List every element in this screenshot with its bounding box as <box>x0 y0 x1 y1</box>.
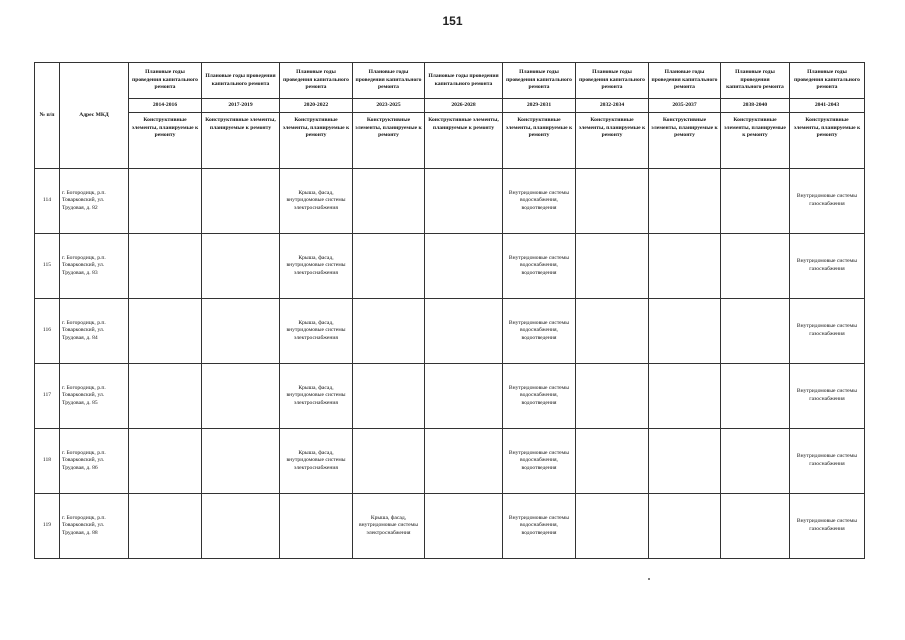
period-title-6: Плановые годы проведения капитального ремонта <box>576 63 649 99</box>
row-number: 115 <box>35 234 60 299</box>
work-cell-2041-2043: Внутридомовые системы газоснабжения <box>790 169 865 234</box>
period-years-7: 2035-2037 <box>649 99 721 113</box>
work-cell-2020-2022: Крыша, фасад, внутридомовые системы электроснабжения <box>280 169 353 234</box>
column-header-number: № п/п <box>35 63 60 169</box>
period-elements-header-9: Конструктивные элементы, планируемые к ремонту <box>790 113 865 169</box>
header-row-elements <box>35 113 865 169</box>
period-years-9: 2041-2043 <box>790 99 865 113</box>
work-cell-2038-2040 <box>721 299 790 364</box>
work-cell-2038-2040 <box>721 494 790 559</box>
work-cell-2029-2031: Внутридомовые системы водоснабжения, водоотведения <box>503 299 576 364</box>
work-cell-2014-2016 <box>129 429 202 494</box>
period-elements-header-7: Конструктивные элементы, планируемые к ремонту <box>649 113 721 169</box>
work-cell-2023-2025 <box>353 234 425 299</box>
period-elements-header-1: Конструктивные элементы, планируемые к ремонту <box>202 113 280 169</box>
work-cell-2014-2016 <box>129 494 202 559</box>
period-title-0: Плановые годы проведения капитального ремонта <box>129 63 202 99</box>
work-cell-2035-2037 <box>649 429 721 494</box>
period-title-2: Плановые годы проведения капитального ремонта <box>280 63 353 99</box>
work-cell-2023-2025: Крыша, фасад, внутридомовые системы электроснабжения <box>353 494 425 559</box>
period-elements-header-2: Конструктивные элементы, планируемые к ремонту <box>280 113 353 169</box>
period-years-8: 2038-2040 <box>721 99 790 113</box>
work-cell-2017-2019 <box>202 234 280 299</box>
period-title-4: Плановые годы проведения капитального ремонта <box>425 63 503 99</box>
work-cell-2026-2028 <box>425 169 503 234</box>
table-row <box>35 429 865 494</box>
row-address: г. Богородицк, р.п. Товарковский, ул. Трудовая, д. 86 <box>60 429 129 494</box>
work-cell-2032-2034 <box>576 429 649 494</box>
work-cell-2032-2034 <box>576 364 649 429</box>
work-cell-2029-2031: Внутридомовые системы водоснабжения, водоотведения <box>503 169 576 234</box>
header-row-titles <box>35 63 865 99</box>
table-row <box>35 299 865 364</box>
table-body <box>35 169 865 559</box>
period-elements-header-5: Конструктивные элементы, планируемые к ремонту <box>503 113 576 169</box>
period-title-8: Плановые годы проведения капитального ремонта <box>721 63 790 99</box>
table-row <box>35 234 865 299</box>
work-cell-2041-2043: Внутридомовые системы газоснабжения <box>790 299 865 364</box>
row-address: г. Богородицк, р.п. Товарковский, ул. Трудовая, д. 83 <box>60 234 129 299</box>
period-years-5: 2029-2031 <box>503 99 576 113</box>
work-cell-2029-2031: Внутридомовые системы водоснабжения, водоотведения <box>503 494 576 559</box>
period-years-4: 2026-2028 <box>425 99 503 113</box>
work-cell-2026-2028 <box>425 299 503 364</box>
row-number: 118 <box>35 429 60 494</box>
work-cell-2035-2037 <box>649 299 721 364</box>
capital-repair-table <box>34 62 865 559</box>
work-cell-2023-2025 <box>353 429 425 494</box>
work-cell-2035-2037 <box>649 169 721 234</box>
work-cell-2020-2022: Крыша, фасад, внутридомовые системы электроснабжения <box>280 299 353 364</box>
row-number: 114 <box>35 169 60 234</box>
work-cell-2023-2025 <box>353 364 425 429</box>
work-cell-2041-2043: Внутридомовые системы газоснабжения <box>790 234 865 299</box>
work-cell-2017-2019 <box>202 494 280 559</box>
work-cell-2041-2043: Внутридомовые системы газоснабжения <box>790 429 865 494</box>
period-years-6: 2032-2034 <box>576 99 649 113</box>
work-cell-2017-2019 <box>202 364 280 429</box>
work-cell-2026-2028 <box>425 364 503 429</box>
period-years-2: 2020-2022 <box>280 99 353 113</box>
work-cell-2038-2040 <box>721 364 790 429</box>
work-cell-2023-2025 <box>353 299 425 364</box>
page-number: 151 <box>442 14 463 28</box>
work-cell-2035-2037 <box>649 494 721 559</box>
column-header-address: Адрес МКД <box>60 63 129 169</box>
work-cell-2026-2028 <box>425 494 503 559</box>
work-cell-2014-2016 <box>129 364 202 429</box>
period-years-1: 2017-2019 <box>202 99 280 113</box>
work-cell-2029-2031: Внутридомовые системы водоснабжения, водоотведения <box>503 429 576 494</box>
header-row-years <box>35 99 865 113</box>
work-cell-2035-2037 <box>649 364 721 429</box>
work-cell-2041-2043: Внутридомовые системы газоснабжения <box>790 494 865 559</box>
period-title-7: Плановые годы проведения капитального ремонта <box>649 63 721 99</box>
work-cell-2020-2022 <box>280 494 353 559</box>
work-cell-2032-2034 <box>576 169 649 234</box>
work-cell-2017-2019 <box>202 169 280 234</box>
row-address: г. Богородицк, р.п. Товарковский, ул. Трудовая, д. 85 <box>60 364 129 429</box>
work-cell-2038-2040 <box>721 234 790 299</box>
work-cell-2017-2019 <box>202 429 280 494</box>
row-address: г. Богородицк, р.п. Товарковский, ул. Трудовая, д. 82 <box>60 169 129 234</box>
work-cell-2020-2022: Крыша, фасад, внутридомовые системы электроснабжения <box>280 364 353 429</box>
period-title-1: Плановые годы проведения капитального ремонта <box>202 63 280 99</box>
work-cell-2014-2016 <box>129 169 202 234</box>
work-cell-2029-2031: Внутридомовые системы водоснабжения, водоотведения <box>503 364 576 429</box>
work-cell-2041-2043: Внутридомовые системы газоснабжения <box>790 364 865 429</box>
work-cell-2020-2022: Крыша, фасад, внутридомовые системы электроснабжения <box>280 429 353 494</box>
work-cell-2032-2034 <box>576 299 649 364</box>
work-cell-2026-2028 <box>425 429 503 494</box>
work-cell-2035-2037 <box>649 234 721 299</box>
period-elements-header-6: Конструктивные элементы, планируемые к ремонту <box>576 113 649 169</box>
period-elements-header-8: Конструктивные элементы, планируемые к ремонту <box>721 113 790 169</box>
scan-speck <box>648 578 650 580</box>
work-cell-2026-2028 <box>425 234 503 299</box>
work-cell-2014-2016 <box>129 234 202 299</box>
work-cell-2023-2025 <box>353 169 425 234</box>
period-years-3: 2023-2025 <box>353 99 425 113</box>
work-cell-2029-2031: Внутридомовые системы водоснабжения, водоотведения <box>503 234 576 299</box>
row-number: 119 <box>35 494 60 559</box>
table-row <box>35 494 865 559</box>
period-title-9: Плановые годы проведения капитального ремонта <box>790 63 865 99</box>
row-number: 116 <box>35 299 60 364</box>
row-address: г. Богородицк, р.п. Товарковский, ул. Трудовая, д. 88 <box>60 494 129 559</box>
work-cell-2020-2022: Крыша, фасад, внутридомовые системы электроснабжения <box>280 234 353 299</box>
work-cell-2038-2040 <box>721 169 790 234</box>
period-title-5: Плановые годы проведения капитального ремонта <box>503 63 576 99</box>
table-row <box>35 169 865 234</box>
row-number: 117 <box>35 364 60 429</box>
work-cell-2032-2034 <box>576 494 649 559</box>
work-cell-2017-2019 <box>202 299 280 364</box>
work-cell-2014-2016 <box>129 299 202 364</box>
work-cell-2032-2034 <box>576 234 649 299</box>
period-elements-header-3: Конструктивные элементы, планируемые к ремонту <box>353 113 425 169</box>
work-cell-2038-2040 <box>721 429 790 494</box>
period-title-3: Плановые годы проведения капитального ремонта <box>353 63 425 99</box>
table-row <box>35 364 865 429</box>
period-elements-header-4: Конструктивные элементы, планируемые к ремонту <box>425 113 503 169</box>
period-elements-header-0: Конструктивные элементы, планируемые к ремонту <box>129 113 202 169</box>
period-years-0: 2014-2016 <box>129 99 202 113</box>
row-address: г. Богородицк, р.п. Товарковский, ул. Трудовая, д. 84 <box>60 299 129 364</box>
